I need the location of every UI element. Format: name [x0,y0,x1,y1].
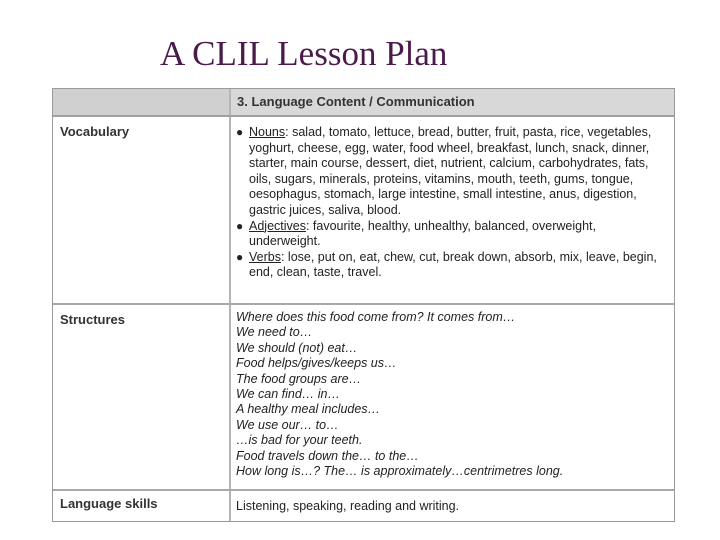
language-skills-text: Listening, speaking, reading and writing. [236,499,460,513]
list-item-verbs [235,250,668,281]
structure-line: Food travels down the… to the… [236,448,419,463]
section-heading: 3. Language Content / Communication [237,94,475,109]
structure-line: …is bad for your teeth. [236,433,363,448]
structure-line: We should (not) eat… [236,340,358,355]
header-title-cell [231,89,674,115]
nouns-label: Nouns [249,125,286,139]
header-empty-cell [53,89,231,115]
verbs-label: Verbs [249,249,281,264]
table-row-vocabulary [53,117,674,305]
language-skills-content-cell [231,491,674,521]
vocabulary-list [235,125,668,281]
structure-line: A healthy meal includes… [236,402,381,417]
vocabulary-label: Vocabulary [60,124,130,139]
verbs-text: : lose, put on, eat, chew, cut, break down, absorb, mix, leave, begin, end, clean, taste, travel. [249,249,657,280]
list-item-nouns [235,125,668,219]
structure-line: Food helps/gives/keeps us… [236,356,397,371]
nouns-text: : salad, tomato, lettuce, bread, butter, fruit, pasta, rice, vegetables, yoghurt, cheese, egg, water, food wheel, breakfast, lunch, snack, dinner, starter, main course, dessert, diet, nutrient, calcium, carbohydrates, fats, oils, sugars, minerals, proteins, vitamins, mouth, teeth, gums, tongue, oesophagus, stomach, large intestine, small intestine, anus, digestion, gastric juices, saliva, blood. [249,125,652,217]
row-label-cell [53,305,231,489]
structure-line: We use our… to… [236,417,339,432]
vocabulary-content-cell [231,117,674,303]
lesson-plan-table [52,88,675,522]
adjectives-label: Adjectives [249,218,306,233]
structure-line: The food groups are… [236,371,362,386]
slide-title: A CLIL Lesson Plan [160,34,448,73]
structure-line: How long is…? The… is approximately…centrimetres long. [236,464,564,479]
bullet-icon: ● [236,218,244,233]
structure-line: Where does this food come from? It comes from… [236,310,516,324]
adjectives-text: : favourite, healthy, unhealthy, balanced, overweight, underweight. [249,218,596,249]
language-skills-label: Language skills [60,496,158,511]
structures-list [236,310,563,479]
list-item-adjectives [235,219,668,250]
row-label-cell [53,491,231,521]
row-label-cell [53,117,231,303]
structure-line: We need to… [236,325,313,340]
bullet-icon: ● [236,125,244,139]
table-row-language-skills [53,491,674,521]
table-row-structures [53,305,674,491]
structures-content-cell [231,305,674,489]
structure-line: We can find… in… [236,387,340,402]
bullet-icon: ● [236,249,244,264]
table-header-row [53,89,674,117]
structures-label: Structures [60,312,126,327]
